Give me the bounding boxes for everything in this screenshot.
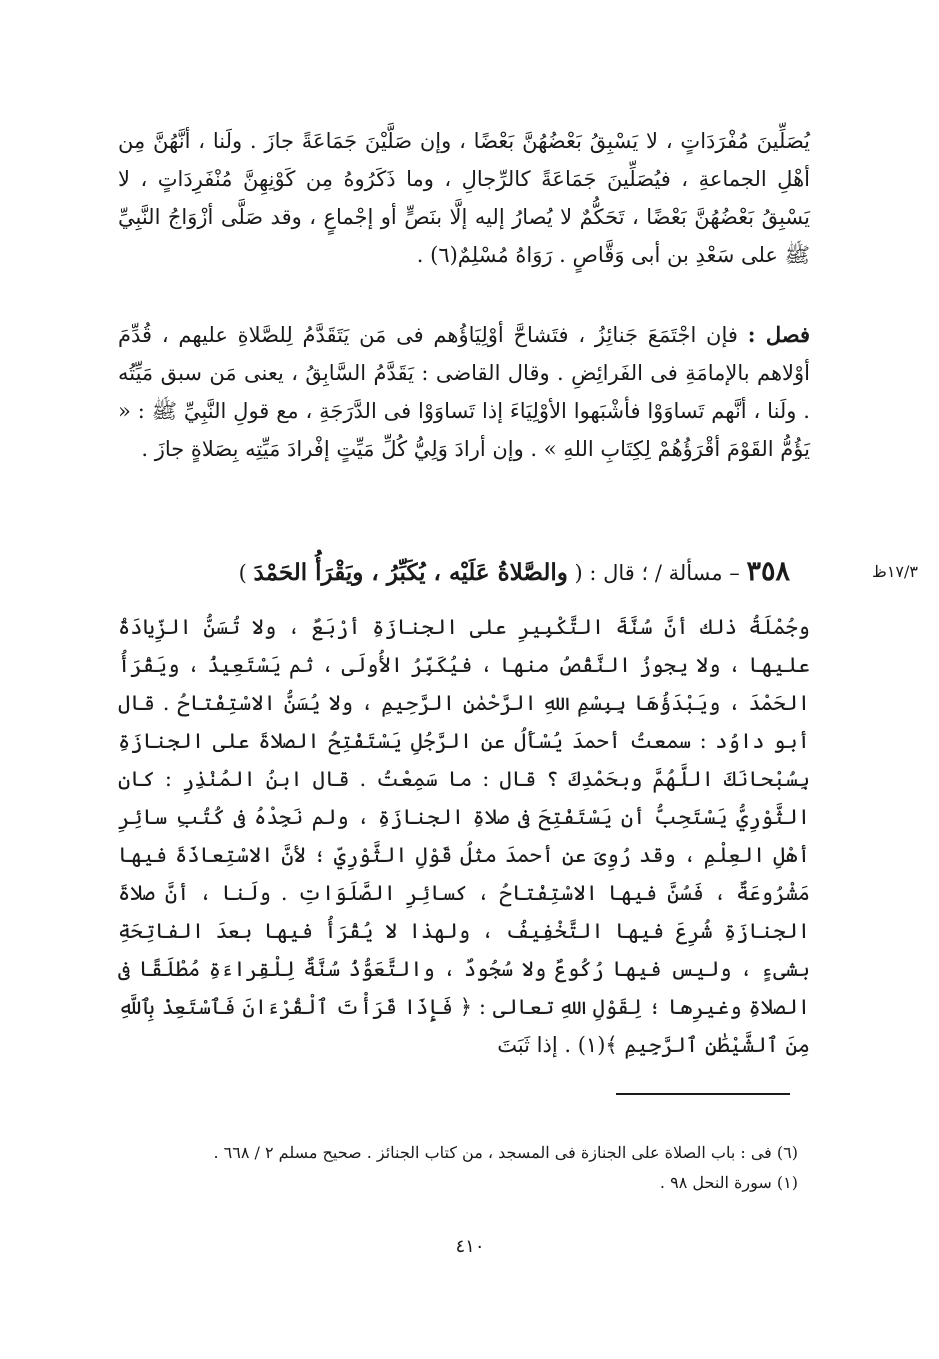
page-number: ٤١٠ [455, 1236, 485, 1257]
issue-heading [150, 552, 790, 593]
footnote-6: (٦) فى : باب الصلاة على الجنازة فى المسجد ، من كتاب الجنائز . صحيح مسلم ٢ / ٦٦٨ . [213, 1143, 798, 1162]
issue-prefix: – مسألة / ؛ قال : ( [567, 561, 747, 585]
paragraph-2-body: فإن اجْتَمَعَ جَنائِزُ ، فتَشاحَّ أوْلِيَاؤُهم فى مَن يَتَقَدَّمُ لِلصَّلاةِ عليهم ، قُدِّمَ أوْلاهم بالإمامَةِ فى الفَرائِضِ . وقال القاضى : يَقَدَّمُ السَّابِقُ ، يعنى مَن سبق مَيِّتُه . ولَنا ، أنَّهم تَساوَوْا فأشْبَهوا الأوْلِيَاءَ إذا تَساوَوْا فى الدَّرَجَةِ ، مع قولِ النَّبِيِّ ﷺ : « يَؤُمُّ القَوْمَ أقْرَؤُهُمْ لِكِتَابِ اللهِ » . وإن أرادَ وَلِيُّ كُلِّ مَيِّتٍ إفْرادَ مَيِّتِه بِصَلاةٍ جازَ . [118, 323, 810, 461]
issue-suffix: ) [238, 561, 254, 585]
section-term: فصل : [747, 322, 811, 347]
paragraph-1: يُصَلِّينَ مُفْرَدَاتٍ ، لا يَسْبِقُ بَعْضُهُنَّ بَعْضًا ، وإن صَلَّيْنَ جَمَاعَةً جازَ . ولَنا ، أنَّهُنَّ مِن أهْلِ الجماعةِ ، فيُصَلِّينَ جَمَاعَةً كالرِّجالِ ، وما ذَكَرُوهُ مِن كَوْنِهِنَّ مُنْفَرِدَاتٍ ، لا يَسْبِقُ بَعْضُهُنَّ بَعْضًا ، تَحَكُّمٌ لا يُصارُ إليه إلَّا بنَصٍّ أو إجْماعٍ ، وقد صَلَّى أزْوَاجُ النَّبِيِّ ﷺ على سَعْدِ بن أبى وَقَّاصٍ . رَوَاهُ مُسْلِمٌ(٦) . [118, 129, 810, 267]
issue-number: ٣٥٨ [746, 556, 790, 587]
footnote-divider [616, 1093, 790, 1095]
margin-reference: ١٧/٣ظ [872, 562, 918, 581]
paragraph-2 [118, 316, 810, 468]
footnote-1: (١) سورة النحل ٩٨ . [659, 1173, 798, 1192]
issue-title: والصَّلاةُ عَلَيْه ، يُكَبِّرُ ، ويَقْرَأُ الحَمْدَ [253, 559, 568, 586]
paragraph-3: وجُمْلَةُ ذلك أنَّ سُنَّةَ التَّكْبِيرِ على الجنازَةِ أرْبَعٌ ، ولا تُسَنُّ الزِّيادَةُ عليها ، ولا يجوزُ النَّقْصُ منها ، فيُكَبِّرُ الأُولَى ، ثم يَسْتَعِيذُ ، ويَقْرَأُ الحَمْدَ ، ويَبْدَؤُهَا بِبِسْمِ اللهِ الرَّحْمٰنِ الرَّحِيمِ ، ولا يُسَنُّ الاسْتِفْتاحُ . قال أبو داوُد : سمعتُ أحمدَ يُسْأَلُ عن الرَّجُلِ يَسْتَفْتِحُ الصلاةَ على الجنازَةِ بِسُبْحانَكَ اللَّهُمَّ وبحَمْدِكَ ؟ قال : ما سَمِعْتُ . قال ابنُ المُنْذِرِ : كان الثَّوْرِيُّ يَسْتَحِبُّ أن يَسْتَفْتِحَ فى صلاةِ الجنازَةِ ، ولم نَجِدْهُ فى كُتُبِ سائِرِ أهْلِ العِلْمِ ، وقد رُوِىَ عن أحمدَ مثلُ قَوْلِ الثَّوْرِيِّ ؛ لأنَّ الاسْتِعاذَةَ فيها مَشْرُوعَةٌ ، فَسُنَّ فيها الاسْتِفْتاحُ ، كسائِرِ الصَّلَوَاتِ . ولَنا ، أنَّ صلاةَ الجنازَةِ شُرِعَ فيها التَّخْفِيفُ ، ولهذا لا يُقْرَأُ فيها بعدَ الفاتِحَةِ بشىءٍ ، وليس فيها رُكُوعٌ ولا سُجُودٌ ، والتَّعَوُّذُ سُنَّةٌ لِلْقِراءَةِ مُطْلَقًا فى الصلاةِ وغيرِها ؛ لِقَوْلِ اللهِ تعالى : ﴿ فَإِذَا قَرَأْتَ ٱلْقُرْءَانَ فَٱسْتَعِذْ بِٱللَّهِ مِنَ ٱلشَّيْطَٰنِ ٱلرَّجِيمِ ﴾(١) . إذا ثَبَتَ [118, 615, 810, 1057]
footnotes [150, 1138, 798, 1198]
